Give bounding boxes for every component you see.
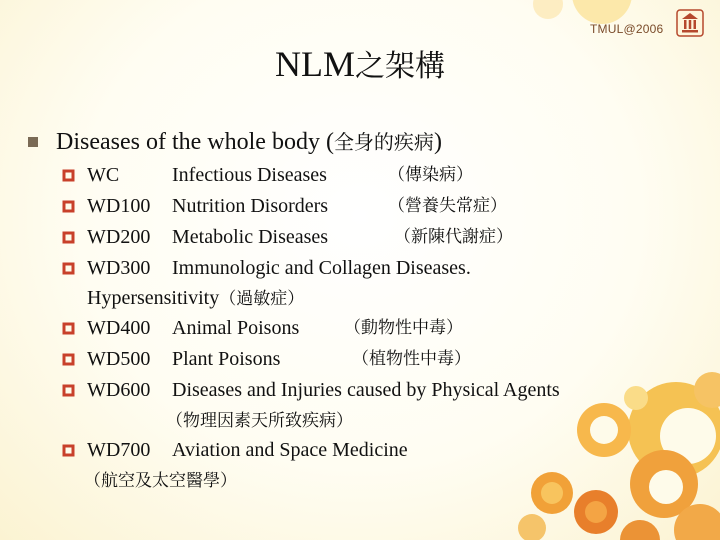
bullet-icon <box>62 353 75 366</box>
class-name: Immunologic and Collagen Diseases. <box>172 257 471 279</box>
class-name-zh: （營養失常症） <box>388 196 507 216</box>
class-name-zh: （傳染病） <box>388 165 473 185</box>
class-name: Diseases and Injuries caused by Physical Agents <box>172 379 560 401</box>
bullet-icon <box>62 231 75 244</box>
bullet-icon <box>62 444 75 457</box>
list-item-wd500 <box>62 344 682 375</box>
list-item-wc <box>62 160 682 191</box>
list-item-wd100 <box>62 191 682 222</box>
list-item-wd600 <box>62 375 682 406</box>
bullet-icon <box>62 169 75 182</box>
main-label-close: ) <box>433 129 442 155</box>
class-name: Plant Poisons <box>172 348 281 370</box>
class-name-cont: Hypersensitivity <box>87 287 220 309</box>
list-item-wd600-continuation <box>62 406 682 435</box>
class-name: Nutrition Disorders <box>172 195 329 217</box>
class-name-zh: （動物性中毒） <box>344 318 463 338</box>
bullet-icon <box>62 200 75 213</box>
list-item-wd400 <box>62 313 682 344</box>
classification-list <box>62 160 682 495</box>
main-label: Diseases of the whole body ( <box>56 129 334 155</box>
list-item-wd200 <box>62 222 682 253</box>
list-item-wd300 <box>62 253 682 284</box>
list-item-wd700 <box>62 435 682 466</box>
class-name: Infectious Diseases <box>172 164 327 186</box>
title-zh: 之架構 <box>355 49 445 84</box>
class-code: WD500 <box>87 348 151 370</box>
tmul-stamp: TMUL@2006 <box>590 22 664 36</box>
main-label-zh: 全身的疾病 <box>333 130 434 154</box>
class-name: Aviation and Space Medicine <box>172 439 408 461</box>
top-right-circles <box>533 0 632 24</box>
class-code: WC <box>87 164 120 186</box>
class-code: WD300 <box>87 257 151 279</box>
class-name-zh: （過敏症） <box>219 289 305 309</box>
class-name-zh: （新陳代謝症） <box>394 227 513 247</box>
class-code: WD600 <box>87 379 151 401</box>
class-code: WD400 <box>87 317 151 339</box>
class-code: WD700 <box>87 439 151 461</box>
page-title <box>0 42 720 89</box>
class-name-zh: （航空及太空醫學） <box>84 471 237 491</box>
class-name: Metabolic Diseases <box>172 226 329 248</box>
bullet-icon <box>62 322 75 335</box>
bullet-icon <box>62 262 75 275</box>
class-name: Animal Poisons <box>172 317 300 339</box>
class-name-zh: （物理因素天所致疾病） <box>166 411 353 431</box>
class-name-zh: （植物性中毒） <box>352 349 471 369</box>
bullet-icon <box>62 384 75 397</box>
main-bullet-square <box>28 137 38 147</box>
class-code: WD200 <box>87 226 151 248</box>
class-code: WD100 <box>87 195 151 217</box>
main-heading <box>56 126 442 158</box>
title-latin: NLM <box>275 44 355 84</box>
list-item-wd300-continuation <box>62 284 682 313</box>
library-logo-icon <box>676 9 704 37</box>
list-item-wd700-continuation <box>62 466 682 495</box>
